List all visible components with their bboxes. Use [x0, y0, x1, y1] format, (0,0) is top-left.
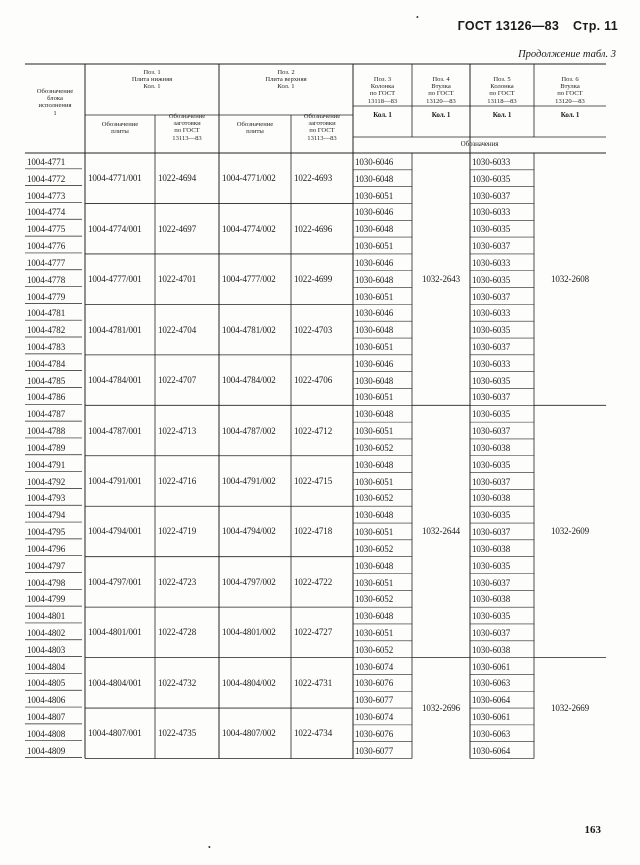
column-designation: 1030-6038 — [472, 644, 511, 655]
header-pos1-blank — [155, 113, 219, 142]
column-designation: 1030-6038 — [472, 543, 511, 554]
block-designation: 1004-4805 — [27, 678, 66, 689]
block-designation: 1004-4794 — [27, 510, 66, 521]
column-designation: 1030-6038 — [472, 442, 511, 453]
block-designation: 1004-4799 — [27, 594, 66, 605]
header-pos6-bushing-line: Втулка — [560, 83, 580, 91]
header-pos1-plate-line: плиты — [111, 128, 129, 136]
header-pos3-column — [353, 76, 412, 105]
header-block-designation-line: Обозначение — [36, 88, 74, 95]
top-plate-designation: 1004-4801/002 — [222, 627, 276, 638]
header-pos5-column-line: Колонка — [490, 83, 514, 91]
top-blank-designation: 1022-4718 — [294, 526, 333, 537]
header-pos4-bushing-line: 13120—83 — [426, 97, 456, 105]
column-designation: 1030-6037 — [472, 342, 511, 353]
block-designation: 1004-4792 — [27, 476, 66, 487]
top-plate-designation: 1004-4807/002 — [222, 728, 276, 739]
header-pos5-column-line: по ГОСТ — [489, 90, 515, 98]
bushing-designation: 1032-2609 — [550, 526, 590, 537]
bottom-plate-designation: 1004-4774/001 — [88, 223, 142, 234]
block-designation: 1004-4795 — [27, 527, 66, 538]
bottom-blank-designation: 1022-4701 — [158, 274, 197, 285]
header-pos3-column-line: Колонка — [370, 83, 395, 91]
block-designation: 1004-4796 — [27, 543, 66, 554]
column-designation: 1030-6052 — [355, 644, 394, 655]
column-designation: 1030-6035 — [472, 325, 511, 336]
header-pos1-plate-line: Обозначение — [101, 121, 139, 128]
column-designation: 1030-6037 — [472, 190, 511, 201]
column-designation: 1030-6046 — [355, 358, 394, 369]
block-designation: 1004-4793 — [27, 493, 66, 504]
column-designation: 1030-6035 — [472, 510, 511, 521]
block-designation: 1004-4807 — [27, 712, 66, 723]
header-pos2-blank — [291, 113, 353, 142]
column-designation: 1030-6037 — [472, 476, 511, 487]
bushing-designation: 1032-2608 — [550, 274, 590, 285]
standard-number: ГОСТ 13126—83 — [457, 19, 560, 33]
bottom-plate-designation: 1004-4787/001 — [88, 425, 142, 436]
column-designation: 1030-6076 — [355, 728, 394, 739]
top-blank-designation: 1022-4703 — [294, 324, 333, 335]
column-designation: 1030-6048 — [355, 560, 394, 571]
header-pos4-bushing-line: по ГОСТ — [428, 90, 454, 98]
top-plate-designation: 1004-4787/002 — [222, 425, 276, 436]
header-pos4-bushing-line: Втулка — [431, 83, 451, 91]
scan-speck: • — [208, 843, 211, 852]
header-pos2-top-plate-line: Кол. 1 — [277, 83, 295, 91]
column-designation: 1030-6048 — [355, 611, 394, 622]
header-pos3-column-line: по ГОСТ — [369, 90, 396, 98]
header-quantity: Кол. 1 — [431, 111, 451, 119]
table-continuation: Продолжение табл. 3 — [518, 49, 616, 60]
page-label: Стр. 11 — [572, 19, 618, 33]
column-designation: 1030-6048 — [355, 173, 394, 184]
column-designation: 1030-6033 — [472, 157, 511, 167]
block-designation: 1004-4808 — [27, 728, 66, 739]
bottom-blank-designation: 1022-4728 — [158, 627, 197, 638]
top-plate-designation: 1004-4797/002 — [222, 576, 276, 587]
top-blank-designation: 1022-4734 — [294, 728, 333, 739]
header-pos2-plate — [219, 121, 291, 135]
header-designations: Обозначения — [460, 140, 499, 148]
block-designation: 1004-4783 — [27, 342, 66, 353]
column-designation: 1030-6046 — [355, 308, 394, 319]
column-designation: 1030-6048 — [355, 409, 394, 420]
column-designation: 1030-6064 — [472, 695, 511, 706]
column-designation: 1030-6064 — [472, 745, 511, 756]
block-designation: 1004-4791 — [27, 459, 66, 470]
header-pos4-bushing — [412, 76, 470, 105]
block-designation: 1004-4798 — [27, 577, 66, 588]
block-designation: 1004-4802 — [27, 627, 66, 638]
block-designation: 1004-4776 — [27, 241, 66, 252]
column-designation: 1030-6035 — [472, 375, 511, 386]
column-designation: 1030-6051 — [355, 426, 394, 437]
bottom-plate-designation: 1004-4781/001 — [88, 324, 142, 335]
block-designation: 1004-4772 — [27, 173, 66, 184]
column-designation: 1030-6046 — [355, 257, 394, 268]
top-blank-designation: 1022-4699 — [294, 274, 333, 285]
header-quantity: Кол. 1 — [560, 111, 580, 119]
column-designation: 1030-6037 — [472, 527, 511, 538]
column-designation: 1030-6035 — [472, 459, 511, 470]
bottom-blank-designation: 1022-4732 — [158, 677, 197, 688]
bottom-blank-designation: 1022-4713 — [158, 425, 197, 436]
top-plate-designation: 1004-4774/002 — [222, 223, 276, 234]
top-blank-designation: 1022-4696 — [294, 223, 333, 234]
top-plate-designation: 1004-4791/002 — [222, 475, 276, 486]
header-block-designation-line: исполнения — [38, 102, 72, 110]
header-pos2-blank-line: по ГОСТ — [309, 127, 335, 135]
top-blank-designation: 1022-4693 — [294, 173, 333, 184]
bottom-blank-designation: 1022-4704 — [158, 324, 197, 335]
header-pos6-bushing — [534, 76, 606, 105]
header-pos2-top-plate-line: Плита верхняя — [265, 76, 307, 84]
column-designation: 1030-6048 — [355, 510, 394, 521]
column-designation: 1030-6048 — [355, 375, 394, 386]
column-designation: 1030-6051 — [355, 627, 394, 638]
header-quantity: Кол. 1 — [373, 111, 392, 119]
block-designation: 1004-4809 — [27, 745, 66, 756]
column-designation: 1030-6061 — [472, 661, 511, 672]
header-pos2-blank-line: заготовки — [308, 120, 336, 128]
bottom-blank-designation: 1022-4716 — [158, 475, 197, 486]
top-plate-designation: 1004-4794/002 — [222, 526, 276, 537]
page-number: 163 — [584, 824, 601, 836]
column-designation: 1030-6051 — [355, 527, 394, 538]
bottom-plate-designation: 1004-4777/001 — [88, 274, 142, 285]
header-pos5-column — [470, 76, 534, 105]
column-designation: 1030-6051 — [355, 342, 394, 353]
header-quantity: Кол. 1 — [492, 111, 512, 119]
top-blank-designation: 1022-4727 — [294, 627, 333, 638]
column-designation: 1030-6051 — [355, 291, 394, 302]
block-designation: 1004-4785 — [27, 375, 66, 386]
bushing-designation: 1032-2643 — [421, 274, 461, 285]
column-designation: 1030-6038 — [472, 594, 511, 605]
column-designation: 1030-6048 — [355, 224, 394, 235]
block-designation: 1004-4782 — [27, 325, 66, 336]
block-designation: 1004-4774 — [27, 207, 66, 218]
column-designation: 1030-6063 — [472, 728, 511, 739]
block-designation: 1004-4777 — [27, 257, 66, 268]
column-designation: 1030-6035 — [472, 224, 511, 235]
column-designation: 1030-6052 — [355, 493, 394, 504]
header-pos1-blank-line: 13113—83 — [172, 134, 202, 142]
block-designation: 1004-4788 — [27, 426, 66, 437]
top-plate-designation: 1004-4781/002 — [222, 324, 276, 335]
column-designation: 1030-6051 — [355, 392, 394, 403]
header-pos2-plate-line: плиты — [246, 128, 264, 136]
bottom-blank-designation: 1022-4694 — [158, 173, 197, 184]
header-pos3-column-line: Поз. 3 — [373, 76, 392, 83]
column-designation: 1030-6063 — [472, 678, 511, 689]
header-pos1-bottom-plate — [85, 69, 219, 91]
column-designation: 1030-6051 — [355, 476, 394, 487]
top-blank-designation: 1022-4715 — [294, 475, 333, 486]
block-designation: 1004-4773 — [27, 190, 66, 201]
block-designation: 1004-4786 — [27, 392, 66, 403]
top-plate-designation: 1004-4777/002 — [222, 274, 276, 285]
column-designation: 1030-6076 — [355, 678, 394, 689]
bottom-plate-designation: 1004-4784/001 — [88, 375, 142, 386]
top-plate-designation: 1004-4784/002 — [222, 375, 276, 386]
column-designation: 1030-6033 — [472, 257, 511, 268]
block-designation: 1004-4789 — [27, 442, 66, 453]
block-designation: 1004-4781 — [27, 308, 66, 319]
column-designation: 1030-6035 — [472, 173, 511, 184]
column-designation: 1030-6033 — [472, 358, 511, 369]
header-pos3-column-line: 13118—83 — [367, 97, 398, 105]
block-designation: 1004-4775 — [27, 224, 66, 235]
block-designation: 1004-4804 — [27, 661, 66, 672]
column-designation: 1030-6046 — [355, 207, 394, 218]
column-designation: 1030-6061 — [472, 712, 511, 723]
header-pos1-bottom-plate-line: Кол. 1 — [143, 83, 161, 91]
header-pos2-blank-line: Обозначение — [303, 113, 341, 120]
header-block-designation-line: 1 — [53, 109, 57, 117]
bottom-blank-designation: 1022-4707 — [158, 375, 197, 386]
header-pos1-blank-line: по ГОСТ — [174, 127, 200, 135]
column-designation: 1030-6052 — [355, 442, 394, 453]
block-designation: 1004-4806 — [27, 695, 66, 706]
header-pos1-plate — [85, 121, 155, 135]
column-designation: 1030-6035 — [472, 560, 511, 571]
column-designation: 1030-6035 — [472, 409, 511, 420]
header-pos1-blank-line: заготовки — [173, 120, 201, 128]
column-designation: 1030-6037 — [472, 577, 511, 588]
header-pos2-blank-line: 13113—83 — [307, 134, 337, 142]
column-designation: 1030-6037 — [472, 426, 511, 437]
top-plate-designation: 1004-4804/002 — [222, 677, 276, 688]
column-designation: 1030-6033 — [472, 207, 511, 218]
column-designation: 1030-6037 — [472, 291, 511, 302]
bottom-plate-designation: 1004-4797/001 — [88, 576, 142, 587]
column-designation: 1030-6077 — [355, 695, 394, 706]
header-pos1-bottom-plate-line: Поз. 1 — [143, 69, 161, 76]
top-blank-designation: 1022-4731 — [294, 677, 333, 688]
header-pos2-plate-line: Обозначение — [236, 121, 274, 128]
column-designation: 1030-6046 — [355, 157, 394, 167]
column-designation: 1030-6052 — [355, 594, 394, 605]
column-designation: 1030-6035 — [472, 274, 511, 285]
top-plate-designation: 1004-4771/002 — [222, 173, 276, 184]
bottom-blank-designation: 1022-4735 — [158, 728, 197, 739]
bushing-designation: 1032-2696 — [421, 703, 461, 714]
column-designation: 1030-6051 — [355, 190, 394, 201]
block-designation: 1004-4779 — [27, 291, 66, 302]
bottom-plate-designation: 1004-4771/001 — [88, 173, 142, 184]
scan-speck: • — [416, 13, 419, 22]
block-designation: 1004-4787 — [27, 409, 66, 420]
header-pos5-column-line: 13118—83 — [487, 97, 517, 105]
column-designation: 1030-6051 — [355, 241, 394, 252]
column-designation: 1030-6051 — [355, 577, 394, 588]
header-pos1-bottom-plate-line: Плита нижняя — [131, 76, 173, 84]
block-designation: 1004-4801 — [27, 611, 66, 622]
column-designation: 1030-6052 — [355, 543, 394, 554]
top-blank-designation: 1022-4706 — [294, 375, 333, 386]
header-block-designation — [25, 88, 85, 117]
top-blank-designation: 1022-4712 — [294, 425, 333, 436]
bushing-designation: 1032-2669 — [550, 703, 590, 714]
column-designation: 1030-6074 — [355, 712, 394, 723]
column-designation: 1030-6035 — [472, 611, 511, 622]
bottom-plate-designation: 1004-4804/001 — [88, 677, 142, 688]
bottom-blank-designation: 1022-4697 — [158, 223, 197, 234]
column-designation: 1030-6038 — [472, 493, 511, 504]
top-blank-designation: 1022-4722 — [294, 576, 333, 587]
header-pos5-column-line: Поз. 5 — [493, 76, 511, 83]
header-block-designation-line: блока — [47, 95, 63, 103]
column-designation: 1030-6048 — [355, 459, 394, 470]
column-designation: 1030-6048 — [355, 274, 394, 285]
column-designation: 1030-6037 — [472, 627, 511, 638]
block-designation: 1004-4797 — [27, 560, 66, 571]
column-designation: 1030-6077 — [355, 745, 394, 756]
column-designation: 1030-6037 — [472, 392, 511, 403]
block-designation: 1004-4803 — [27, 644, 66, 655]
header-pos6-bushing-line: Поз. 6 — [561, 76, 579, 83]
bottom-plate-designation: 1004-4807/001 — [88, 728, 142, 739]
header-pos4-bushing-line: Поз. 4 — [432, 76, 450, 83]
block-designation: 1004-4771 — [27, 157, 66, 167]
bottom-plate-designation: 1004-4801/001 — [88, 627, 142, 638]
bottom-plate-designation: 1004-4794/001 — [88, 526, 142, 537]
header-pos6-bushing-line: по ГОСТ — [557, 90, 583, 98]
bottom-blank-designation: 1022-4719 — [158, 526, 197, 537]
column-designation: 1030-6037 — [472, 241, 511, 252]
bushing-designation: 1032-2644 — [421, 526, 461, 537]
column-designation: 1030-6033 — [472, 308, 511, 319]
header-pos2-top-plate-line: Поз. 2 — [277, 69, 295, 76]
column-designation: 1030-6048 — [355, 325, 394, 336]
block-designation: 1004-4778 — [27, 274, 66, 285]
block-designation: 1004-4784 — [27, 358, 66, 369]
bottom-plate-designation: 1004-4791/001 — [88, 475, 142, 486]
header-pos2-top-plate — [219, 69, 353, 91]
header-pos6-bushing-line: 13120—83 — [555, 97, 585, 105]
bottom-blank-designation: 1022-4723 — [158, 576, 197, 587]
column-designation: 1030-6074 — [355, 661, 394, 672]
header-pos1-blank-line: Обозначение — [168, 113, 206, 120]
